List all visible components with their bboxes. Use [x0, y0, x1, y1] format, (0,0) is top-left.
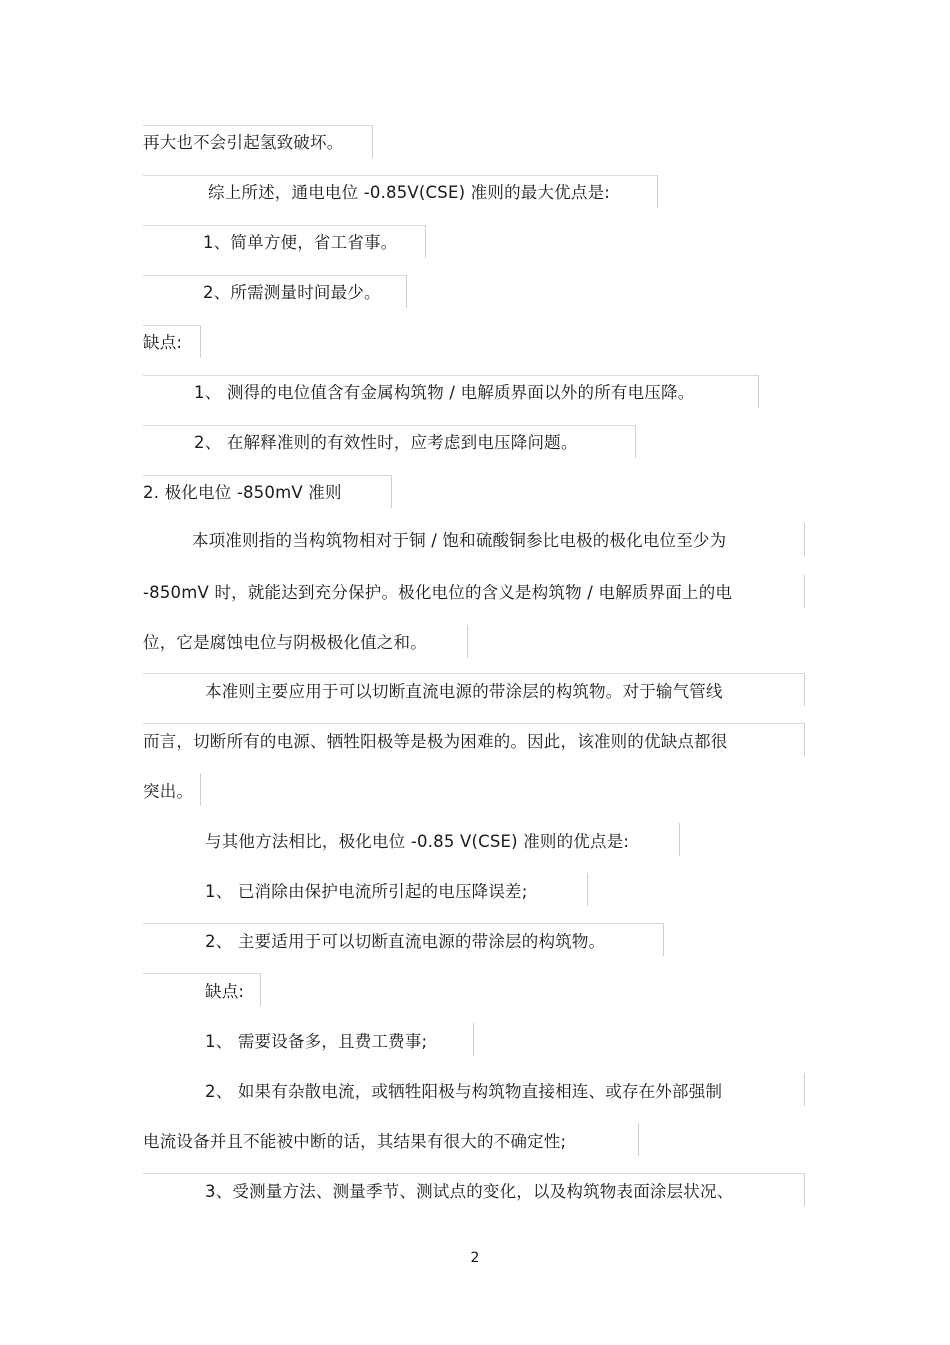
frame-line: [663, 923, 664, 956]
frame-line: [635, 425, 636, 458]
frame-line: [143, 475, 392, 476]
text-line: 1、 需要设备多，且费工费事;: [205, 1032, 428, 1051]
frame-line: [143, 1173, 805, 1174]
text-line: 本准则主要应用于可以切断直流电源的带涂层的构筑物。对于输气管线: [205, 682, 723, 701]
frame-line: [260, 973, 261, 1006]
text-line: 与其他方法相比，极化电位 -0.85 V(CSE) 准则的优点是:: [205, 832, 630, 851]
frame-line: [406, 275, 407, 308]
frame-line: [657, 175, 658, 208]
frame-line: [143, 973, 261, 974]
frame-line: [804, 575, 805, 608]
text-line: -850mV 时，就能达到充分保护。极化电位的含义是构筑物 / 电解质界面上的电: [143, 583, 733, 602]
frame-line: [804, 673, 805, 706]
text-line: 2、所需测量时间最少。: [203, 283, 381, 302]
page-number: 2: [470, 1250, 480, 1266]
frame-line: [804, 723, 805, 756]
text-line: 1、简单方便，省工省事。: [203, 233, 398, 252]
text-line: 缺点:: [143, 333, 183, 352]
text-line: 位，它是腐蚀电位与阴极极化值之和。: [143, 633, 427, 652]
frame-line: [425, 225, 426, 258]
frame-line: [473, 1023, 474, 1056]
text-line: 2、 在解释准则的有效性时，应考虑到电压降问题。: [194, 433, 578, 452]
frame-line: [587, 873, 588, 906]
text-line: 再大也不会引起氢致破坏。: [143, 133, 344, 152]
frame-line: [804, 1073, 805, 1106]
frame-line: [200, 773, 201, 806]
frame-line: [143, 225, 426, 226]
text-line: 综上所述，通电电位 -0.85V(CSE) 准则的最大优点是:: [208, 183, 611, 202]
text-line: 本项准则指的当构筑物相对于铜 / 饱和硫酸铜参比电极的极化电位至少为: [192, 531, 727, 550]
frame-line: [372, 125, 373, 158]
frame-line: [200, 325, 201, 358]
frame-line: [143, 923, 664, 924]
frame-line: [143, 375, 759, 376]
text-line: 1、 测得的电位值含有金属构筑物 / 电解质界面以外的所有电压降。: [194, 383, 695, 402]
frame-line: [679, 823, 680, 856]
frame-line: [804, 523, 805, 556]
text-line: 2、 如果有杂散电流，或牺牲阳极与构筑物直接相连、或存在外部强制: [205, 1082, 723, 1101]
frame-line: [143, 175, 658, 176]
frame-line: [467, 625, 468, 658]
frame-line: [391, 475, 392, 508]
frame-line: [804, 1173, 805, 1206]
text-line: 而言，切断所有的电源、牺牲阳极等是极为困难的。因此，该准则的优缺点都很: [143, 732, 728, 751]
text-line: 3、受测量方法、测量季节、测试点的变化，以及构筑物表面涂层状况、: [205, 1182, 734, 1201]
frame-line: [143, 425, 636, 426]
text-line: 电流设备并且不能被中断的话，其结果有很大的不确定性;: [143, 1132, 567, 1151]
frame-line: [758, 375, 759, 408]
frame-line: [143, 325, 201, 326]
frame-line: [143, 275, 407, 276]
text-line: 突出。: [143, 782, 194, 801]
frame-line: [143, 723, 805, 724]
frame-line: [143, 673, 805, 674]
section-heading: 2. 极化电位 -850mV 准则: [143, 483, 342, 502]
text-line: 缺点:: [205, 982, 245, 1001]
frame-line: [143, 125, 373, 126]
frame-line: [638, 1123, 639, 1156]
text-line: 1、 已消除由保护电流所引起的电压降误差;: [205, 882, 528, 901]
text-line: 2、 主要适用于可以切断直流电源的带涂层的构筑物。: [205, 932, 606, 951]
